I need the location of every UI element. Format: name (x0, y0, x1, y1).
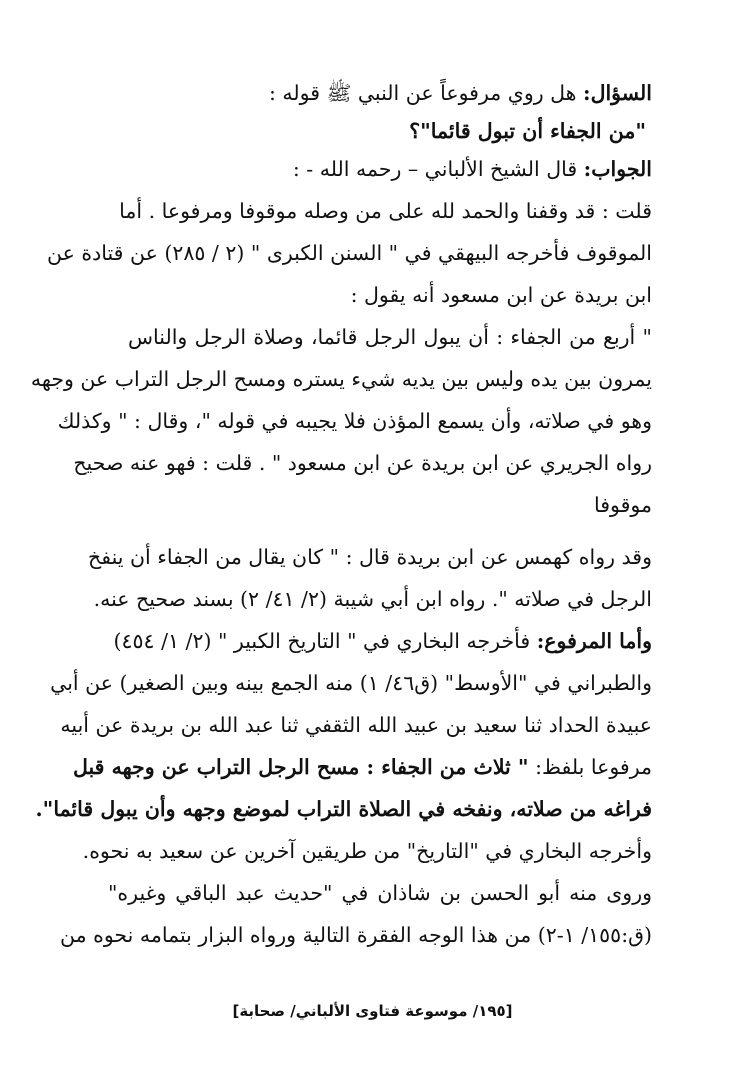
body-line-5: يمرون بين يده وليس بين يديه شيء يستره ومسح الرجل التراب عن وجهه (30, 367, 652, 391)
body-line-3: ابن بريدة عن ابن مسعود أنه يقول : (350, 283, 652, 307)
body-line-13: عبيدة الحداد ثنا سعيد بن عبيد الله الثقفي ثنا عبد الله بن بريدة عن أبيه (60, 713, 652, 737)
body-line-4: " أربع من الجفاء : أن يبول الرجل قائما، وصلاة الرجل والناس (128, 325, 652, 349)
body-line-17: وروى منه أبو الحسن بن شاذان في "حديث عبد الباقي وغيره" (108, 881, 652, 905)
question-label: السؤال: (583, 81, 652, 105)
body-line-15: فراغه من صلاته، ونفخه في الصلاة التراب لموضع وجهه وأن يبول قائما". (35, 797, 652, 821)
marfu-label: وأما المرفوع: (536, 629, 652, 653)
body-line-18: (ق:١٥٥/ ١-٢) من هذا الوجه الفقرة التالية ورواه البزار بتمامه نحوه من (60, 923, 652, 947)
body-line-11 (108, 622, 652, 660)
body-line-16: وأخرجه البخاري في "التاريخ" من طريقين آخرين عن سعيد به نحوه. (82, 839, 652, 863)
lafz-lead: مرفوعا بلفظ: (528, 755, 652, 779)
body-line-2: الموقوف فأخرجه البيهقي في " السنن الكبرى " (٢ / ٢٨٥) عن قتادة عن (47, 241, 652, 265)
lafz-hadith: " ثلاث من الجفاء : مسح الرجل التراب عن وجهه قبل (72, 755, 529, 779)
body-line-14 (72, 748, 652, 786)
question-text: هل روي مرفوعاً عن النبي ﷺ قوله : (269, 81, 584, 105)
body-line-6: وهو في صلاته، وأن يسمع المؤذن فلا يجيبه في قوله "، وقال : " وكذلك (57, 409, 652, 433)
question-line (108, 74, 652, 112)
body-line-1: قلت : قد وقفنا والحمد لله على من وصله موقوفا ومرفوعا . أما (119, 199, 652, 223)
body-line-8: موقوفا (593, 493, 652, 517)
page-footer: [١٩٥/ موسوعة فتاوى الألباني/ صحابة] (232, 1002, 513, 1020)
answer-label: الجواب: (583, 157, 652, 181)
answer-line (108, 150, 652, 188)
body-line-10: الرجل في صلاته ". رواه ابن أبي شيبة (٢/ ٤١/ ٢) بسند صحيح عنه. (93, 587, 652, 611)
body-line-12: والطبراني في "الأوسط" (ق٤٦/ ١) منه الجمع بينه وبين الصغير) عن أبي (50, 671, 652, 695)
body-line-9: وقد رواه كهمس عن ابن بريدة قال : " كان يقال من الجفاء أن ينفخ (87, 545, 652, 569)
question-quote: "من الجفاء أن تبول قائما"؟ (409, 119, 646, 143)
marfu-text: فأخرجه البخاري في " التاريخ الكبير " (٢/ ١/ ٤٥٤) (113, 629, 537, 653)
answer-text: قال الشيخ الألباني – رحمه الله - : (292, 157, 584, 181)
body-line-7: رواه الجريري عن ابن بريدة عن ابن مسعود " . قلت : فهو عنه صحيح (73, 451, 652, 475)
